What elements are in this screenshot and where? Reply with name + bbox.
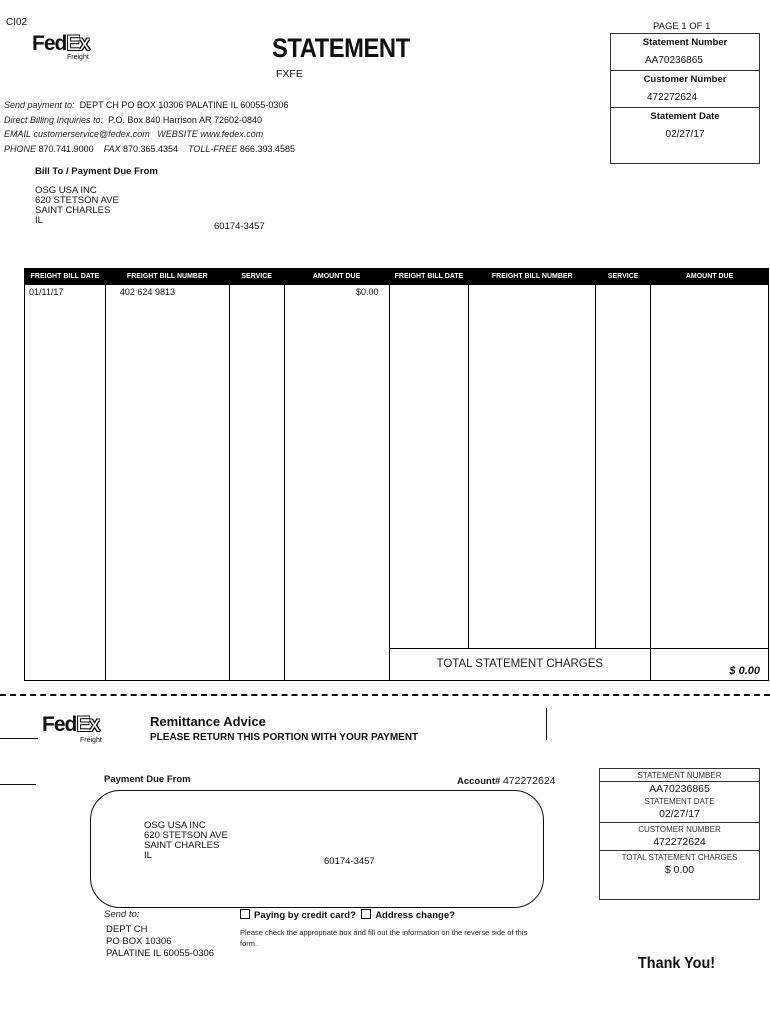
remit-statement-number: AA70236865 (600, 781, 759, 797)
address-change-label: Address change? (375, 910, 455, 921)
total-row (25, 648, 769, 680)
remit-total-value: $ 0.00 (664, 864, 695, 876)
cell-empty (105, 648, 229, 680)
checkbox-row (240, 909, 455, 921)
total-label: TOTAL STATEMENT CHARGES (389, 648, 651, 680)
fax-value: 870.365.4354 (122, 143, 179, 154)
payment-due-label: Payment Due From (104, 774, 191, 785)
statement-number-label: Statement Number (642, 37, 728, 48)
remittance-subtitle: PLEASE RETURN THIS PORTION WITH YOUR PAYMENT (150, 732, 419, 743)
fedex-freight-logo-remit: FedEx. (42, 713, 101, 736)
logo-ex-remit: Ex (76, 713, 99, 736)
cell-empty (469, 285, 596, 649)
statement-number-value: AA70236865 (645, 55, 703, 66)
account-number (457, 775, 556, 787)
customer-number-label: Customer Number (611, 70, 759, 88)
header-service-2: SERVICE (596, 269, 651, 285)
page-title: STATEMENT (272, 33, 410, 63)
remit-customer-number: 472272624 (653, 836, 706, 848)
page-subtitle: FXFE (276, 68, 303, 80)
website-label: WEBSITE (157, 129, 198, 139)
remittance-summary-box (599, 768, 760, 900)
logo-freight-remit: Freight (80, 737, 102, 744)
logo-fed: Fed (32, 32, 67, 55)
header-freight-bill-date-2: FREIGHT BILL DATE (389, 269, 469, 285)
remit-statement-date-label: STATEMENT DATE (644, 797, 715, 806)
header-amount-due: AMOUNT DUE (284, 269, 389, 285)
phone-value: 870.741.9000 (38, 143, 94, 154)
remittance-title: Remittance Advice (150, 714, 266, 729)
fedex-freight-logo: FedEx. (32, 32, 91, 55)
account-label: Account# (457, 776, 501, 787)
remit-customer-number-label: CUSTOMER NUMBER (600, 822, 759, 835)
customer-number-value: 472272624 (647, 92, 698, 103)
account-value: 472272624 (502, 775, 556, 787)
remit-total-label: TOTAL STATEMENT CHARGES (600, 850, 759, 863)
table-row (25, 285, 769, 649)
statement-date-value: 02/27/17 (665, 129, 705, 140)
remittance-divider (546, 708, 547, 740)
header-freight-bill-date: FREIGHT BILL DATE (25, 269, 106, 285)
bill-to-zip: 60174-3457 (214, 221, 265, 232)
cell-empty (596, 285, 651, 649)
bill-to-address (35, 186, 119, 226)
send-to-line1: DEPT CH (106, 924, 148, 935)
total-value: $ 0.00 (651, 648, 769, 680)
email-value: customerservice@fedex.com (33, 129, 150, 139)
remit-state: IL (144, 850, 152, 861)
billing-inquiries-label: Direct Billing Inquiries to: (4, 114, 104, 125)
bill-to-street: 620 STETSON AVE (35, 195, 119, 206)
statement-date-label: Statement Date (611, 107, 759, 125)
cell-empty (25, 648, 106, 680)
fax-label: FAX (103, 143, 121, 154)
tollfree-label: TOLL-FREE (188, 143, 238, 154)
header-service: SERVICE (229, 269, 284, 285)
cell-empty (389, 285, 469, 649)
freight-bill-table (24, 268, 769, 681)
cell-date: 01/11/17 (25, 285, 106, 649)
send-to-line2: PO BOX 10306 (106, 936, 172, 947)
send-payment-label: Send payment to: (4, 100, 75, 110)
remit-statement-date: 02/27/17 (659, 808, 700, 820)
thank-you: Thank You! (638, 955, 716, 972)
left-margin-line (0, 738, 38, 739)
cell-empty (651, 285, 769, 649)
page-number: PAGE 1 OF 1 (653, 21, 711, 32)
remit-street: 620 STETSON AVE (144, 830, 228, 841)
website-value: www.fedex.com (200, 129, 264, 139)
logo-freight: Freight (67, 54, 89, 61)
statement-summary-box (610, 33, 760, 164)
send-to-label: Send to: (104, 909, 140, 920)
header-freight-bill-number-2: FREIGHT BILL NUMBER (469, 269, 596, 285)
phone-label: PHONE (4, 143, 37, 154)
logo-fed-remit: Fed (42, 713, 77, 736)
cell-empty (284, 648, 389, 680)
cut-line (0, 694, 770, 696)
email-label: EMAIL (4, 129, 32, 139)
cell-bill-number: 402 624 9813 (105, 285, 229, 649)
left-margin-line (0, 784, 36, 785)
bill-to-label: Bill To / Payment Due From (35, 166, 158, 177)
header-freight-bill-number: FREIGHT BILL NUMBER (105, 269, 229, 285)
remittance-instructions: Please check the appropriate box and fill out the information on the reverse side of this form. (240, 928, 528, 948)
remit-statement-number-label: STATEMENT NUMBER (637, 771, 722, 780)
remit-zip: 60174-3457 (324, 856, 375, 867)
contact-info (4, 98, 295, 156)
send-to-address (106, 924, 214, 960)
remit-city: SAINT CHARLES (144, 840, 220, 851)
cell-service (229, 285, 284, 649)
tollfree-value: 866.393.4585 (239, 143, 295, 154)
cell-empty (229, 648, 284, 680)
address-change-checkbox[interactable] (361, 909, 371, 919)
send-to-line3: PALATINE IL 60055-0306 (106, 948, 215, 959)
logo-ex: Ex (66, 32, 89, 55)
remittance-address (144, 821, 228, 861)
bill-to-city: SAINT CHARLES (35, 205, 111, 216)
send-payment-value: DEPT CH PO BOX 10306 PALATINE IL 60055-0306 (79, 100, 289, 110)
bill-to-state: IL (35, 215, 43, 226)
header-amount-due-2: AMOUNT DUE (651, 269, 769, 285)
credit-card-label: Paying by credit card? (254, 910, 356, 921)
credit-card-checkbox[interactable] (240, 909, 250, 919)
remit-name: OSG USA INC (144, 820, 206, 831)
cell-amount: $0.00 (284, 285, 389, 649)
form-code: CI02 (6, 17, 28, 28)
bill-to-name: OSG USA INC (35, 185, 97, 196)
billing-inquiries-value: P.O. Box 840 Harrison AR 72602-0840 (108, 114, 262, 125)
